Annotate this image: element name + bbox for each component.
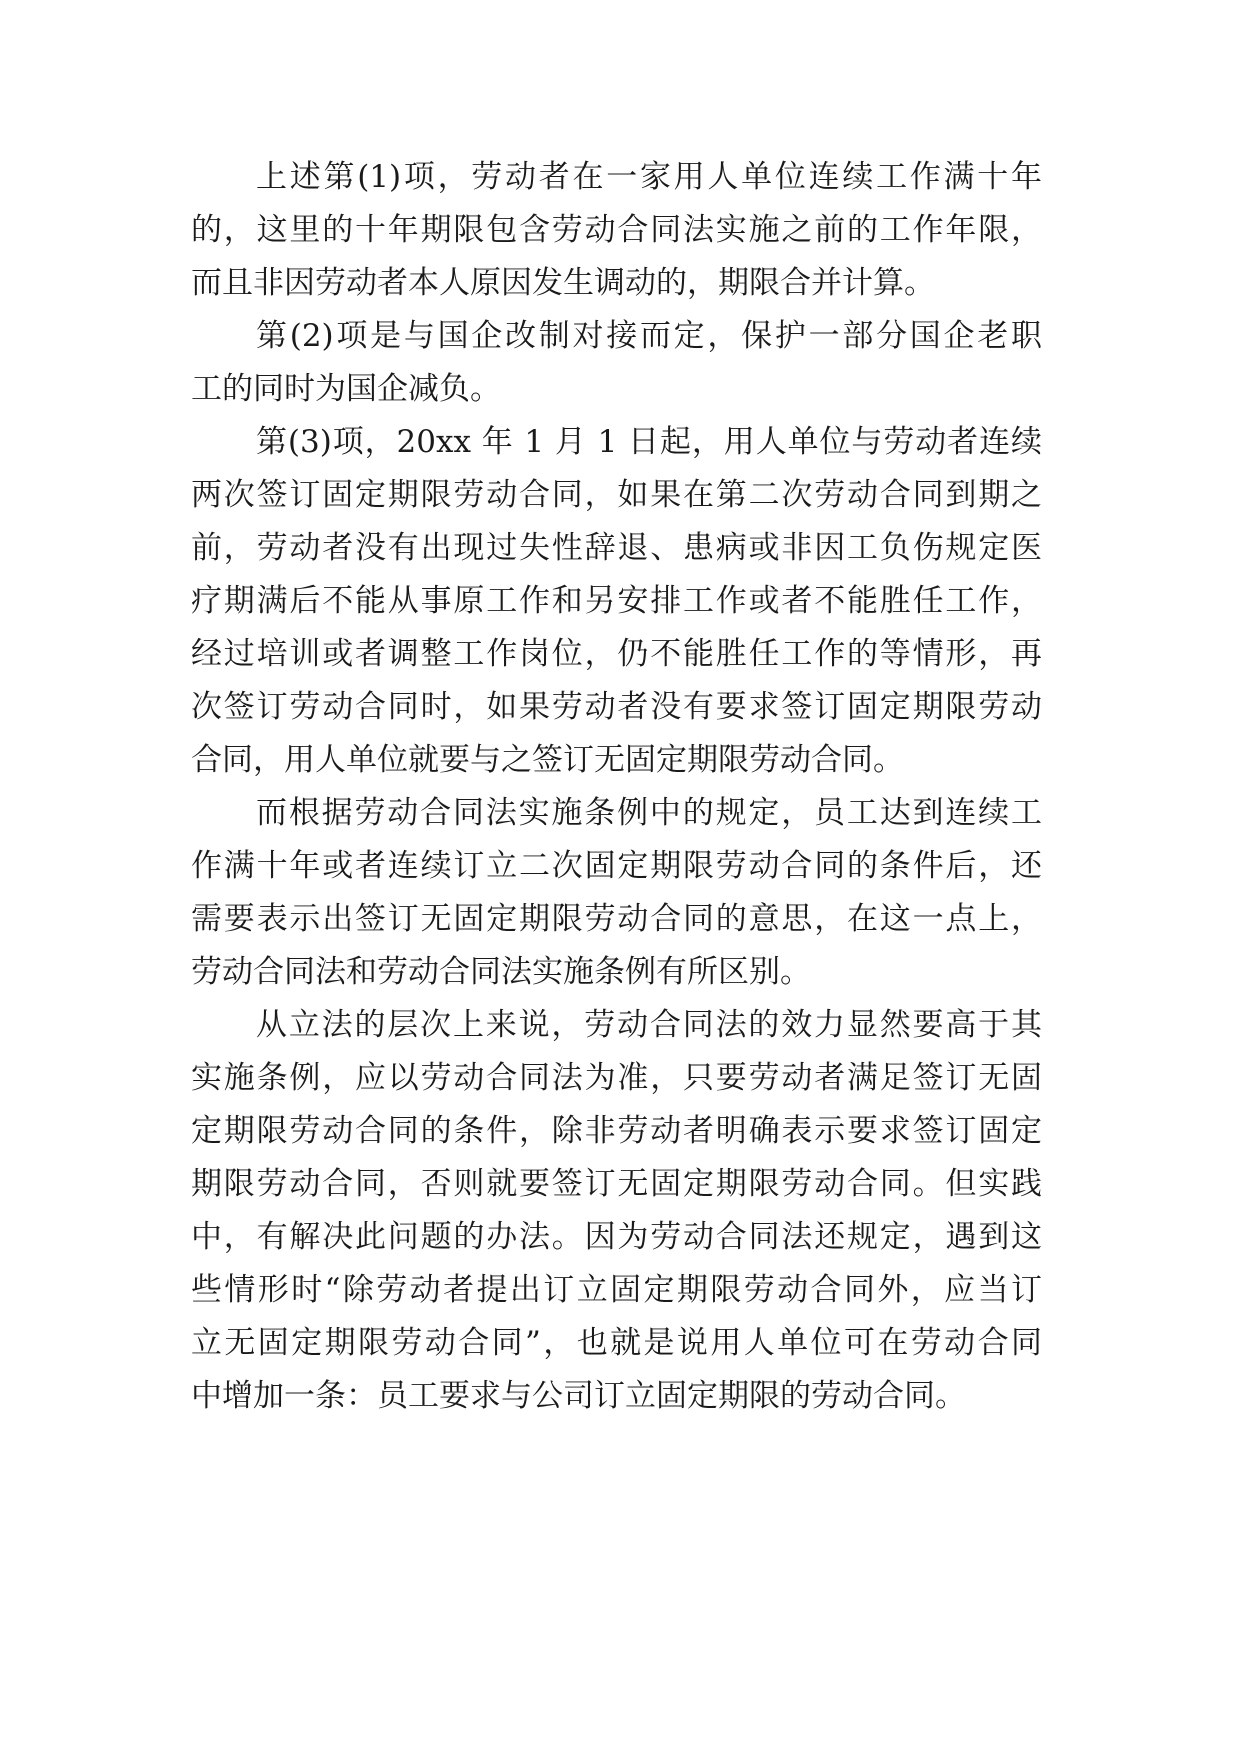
paragraph-5-line-4: 期限劳动合同，否则就要签订无固定期限劳动合同。但实践 (191, 1166, 1042, 1202)
paragraph-3-line-4: 疗期满后不能从事原工作和另安排工作或者不能胜任工作， (191, 583, 1042, 619)
paragraph-3-line-7: 合同，用人单位就要与之签订无固定期限劳动合同。 (191, 742, 904, 778)
paragraph-5-line-1: 从立法的层次上来说，劳动合同法的效力显然要高于其 (256, 1007, 1042, 1043)
paragraph-3-line-2: 两次签订固定期限劳动合同，如果在第二次劳动合同到期之 (191, 477, 1042, 513)
paragraph-4-line-4: 劳动合同法和劳动合同法实施条例有所区别。 (191, 954, 811, 990)
paragraph-1-line-2: 的，这里的十年期限包含劳动合同法实施之前的工作年限， (191, 212, 1042, 248)
paragraph-5-line-7: 立无固定期限劳动合同”，也就是说用人单位可在劳动合同 (191, 1325, 1042, 1361)
paragraph-3-line-6: 次签订劳动合同时，如果劳动者没有要求签订固定期限劳动 (191, 689, 1042, 725)
paragraph-5-line-6: 些情形时“除劳动者提出订立固定期限劳动合同外，应当订 (191, 1272, 1042, 1308)
paragraph-4-line-1: 而根据劳动合同法实施条例中的规定，员工达到连续工 (256, 795, 1042, 831)
paragraph-5-line-3: 定期限劳动合同的条件，除非劳动者明确表示要求签订固定 (191, 1113, 1042, 1149)
paragraph-5-line-5: 中，有解决此问题的办法。因为劳动合同法还规定，遇到这 (191, 1219, 1042, 1255)
paragraph-5-line-2: 实施条例，应以劳动合同法为准，只要劳动者满足签订无固 (191, 1060, 1042, 1096)
paragraph-3-line-1: 第(3)项，20xx 年 1 月 1 日起，用人单位与劳动者连续 (256, 424, 1042, 460)
paragraph-2-line-1: 第(2)项是与国企改制对接而定，保护一部分国企老职 (256, 318, 1042, 354)
paragraph-1-line-3: 而且非因劳动者本人原因发生调动的，期限合并计算。 (191, 265, 935, 301)
paragraph-5-line-8: 中增加一条：员工要求与公司订立固定期限的劳动合同。 (191, 1378, 966, 1414)
paragraph-4-line-3: 需要表示出签订无固定期限劳动合同的意思，在这一点上， (191, 901, 1042, 937)
paragraph-2-line-2: 工的同时为国企减负。 (191, 371, 501, 407)
paragraph-1-line-1: 上述第(1)项，劳动者在一家用人单位连续工作满十年 (256, 159, 1042, 195)
paragraph-3-line-3: 前，劳动者没有出现过失性辞退、患病或非因工负伤规定医 (191, 530, 1042, 566)
paragraph-3-line-5: 经过培训或者调整工作岗位，仍不能胜任工作的等情形，再 (191, 636, 1042, 672)
paragraph-4-line-2: 作满十年或者连续订立二次固定期限劳动合同的条件后，还 (191, 848, 1042, 884)
